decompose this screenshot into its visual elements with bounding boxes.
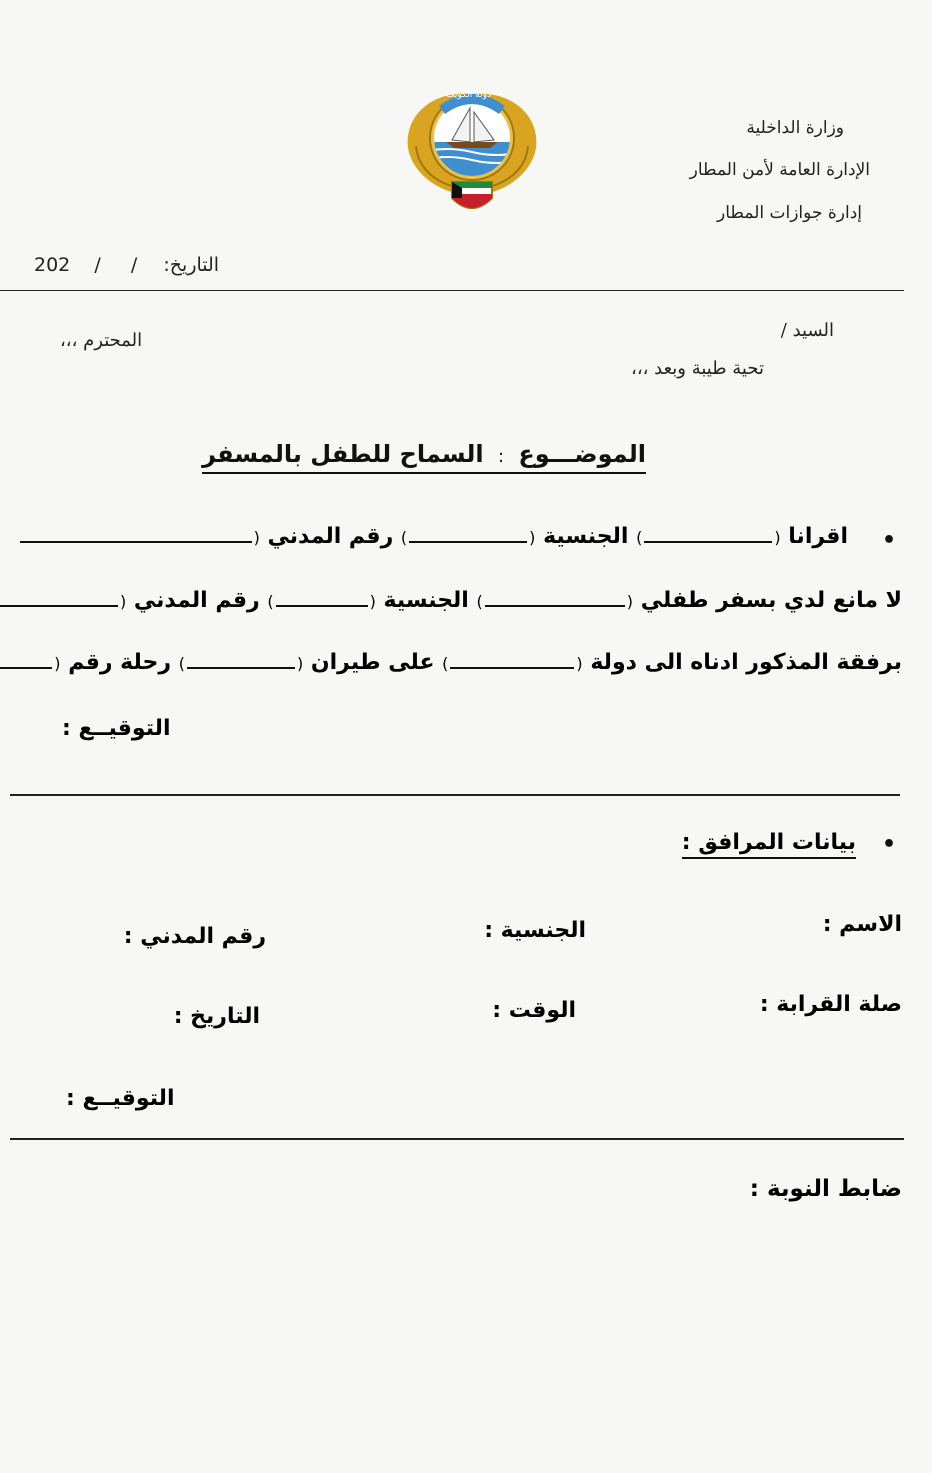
recipient-label: السيد /	[780, 320, 834, 341]
declaration-nationality-label: الجنسية	[543, 524, 629, 549]
date-label: التاريخ:	[163, 254, 220, 276]
header-divider	[0, 290, 904, 291]
declaration-flight-label: رحلة رقم	[68, 650, 172, 675]
declaration-start: اقرانا	[788, 524, 848, 549]
declaration-line-1: اقرانا () الجنسية () رقم المدني (	[18, 524, 848, 549]
companion-date-label: التاريخ :	[173, 1004, 260, 1029]
date-slash-2: /	[94, 254, 101, 276]
seal-text: دولة الكويت	[446, 90, 491, 100]
declaration-child-nationality-label: الجنسية	[383, 588, 469, 613]
date-year: 202	[34, 254, 71, 276]
declaration-line-3: برفقة المذكور ادناه الى دولة () على طيران () رحلة رقم (	[0, 650, 902, 675]
declaration-line-2: لا مانع لدي بسفر طفلي () الجنسية () رقم المدني (	[0, 588, 902, 613]
companion-signature-label: التوقيــع :	[66, 1086, 175, 1111]
declaration-signature-label: التوقيــع :	[62, 716, 171, 741]
companion-nationality-label: الجنسية :	[484, 918, 586, 943]
bullet-declaration: •	[881, 528, 896, 553]
subject-label: الموضـــوع	[518, 440, 646, 468]
declaration-airline-label: على طيران	[310, 650, 435, 675]
companion-civil-id-label: رقم المدني :	[123, 924, 266, 949]
ministry-name: وزارة الداخلية	[746, 118, 844, 138]
declaration-destination-text: برفقة المذكور ادناه الى دولة	[590, 650, 902, 675]
subject-line	[202, 440, 646, 474]
bullet-companion: •	[881, 832, 896, 857]
kuwait-emblem-icon	[402, 86, 542, 222]
subject-text: السماح للطفل بالمسفر	[202, 440, 484, 468]
section-divider-2	[10, 1138, 904, 1140]
respected-label: المحترم ،،،	[60, 330, 143, 351]
companion-relation-label: صلة القرابة :	[759, 992, 902, 1017]
greeting-text: تحية طيبة وبعد ،،،	[631, 358, 764, 379]
declaration-civil-id-label: رقم المدني	[267, 524, 394, 549]
subject-colon: :	[497, 446, 505, 467]
section-divider-1	[10, 794, 900, 796]
declaration-child-civil-id-label: رقم المدني	[133, 588, 260, 613]
date-line	[34, 254, 219, 276]
companion-name-label: الاسم :	[822, 912, 902, 937]
department-name: الإدارة العامة لأمن المطار	[689, 160, 870, 180]
declaration-child-text: لا مانع لدي بسفر طفلي	[640, 588, 902, 613]
division-name: إدارة جوازات المطار	[717, 203, 862, 223]
companion-heading: بيانات المرافق :	[682, 830, 856, 859]
date-slash-1: /	[130, 254, 138, 276]
companion-time-label: الوقت :	[492, 998, 576, 1023]
duty-officer-label: ضابط النوبة :	[749, 1176, 902, 1202]
